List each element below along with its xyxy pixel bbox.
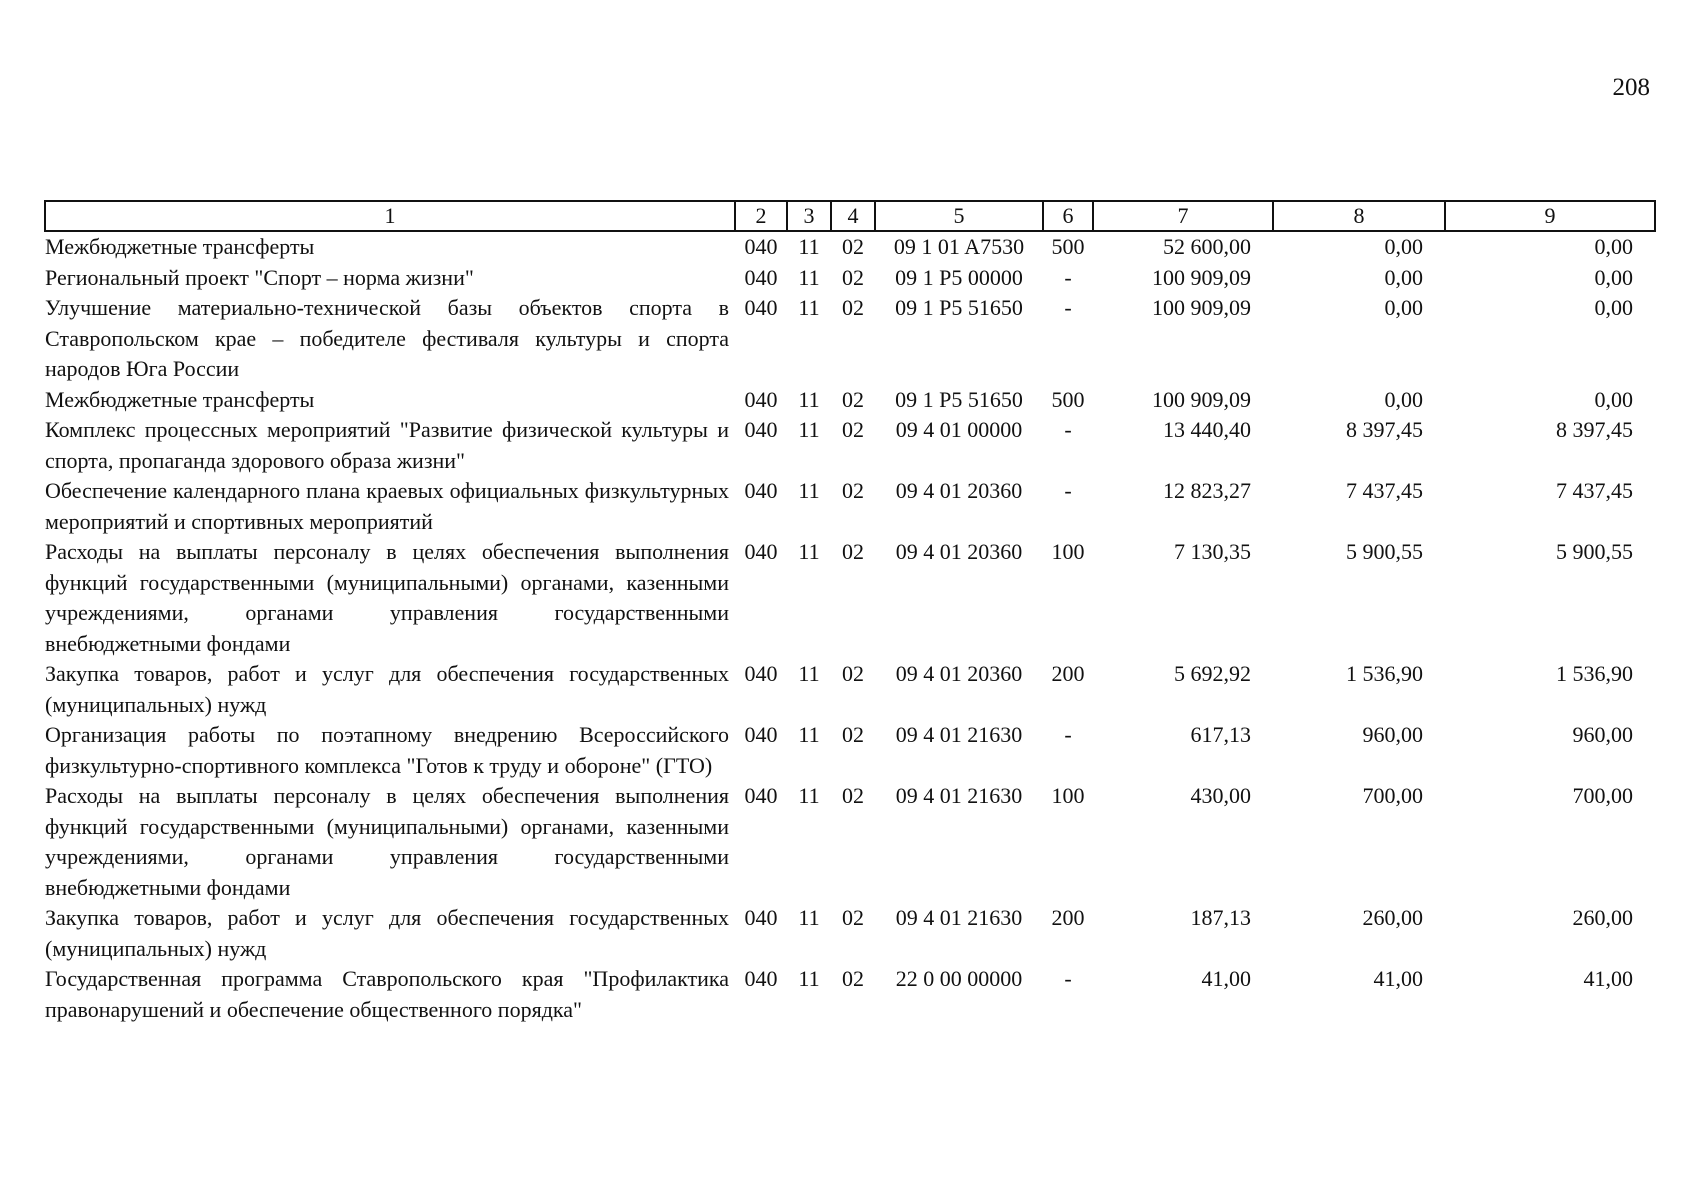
row-name: Закупка товаров, работ и услуг для обеспечения государственных (муниципальных) нужд <box>45 905 729 961</box>
cell-col9: 1 536,90 <box>1556 661 1633 686</box>
row-name: Комплекс процессных мероприятий "Развитие физической культуры и спорта, пропаганда здорового образа жизни" <box>45 417 729 473</box>
cell-col9: 0,00 <box>1594 234 1633 259</box>
column-header-8: 8 <box>1273 201 1445 231</box>
cell-col9: 41,00 <box>1583 966 1633 991</box>
cell-col9: 0,00 <box>1594 264 1633 290</box>
cell-col8: 700,00 <box>1362 783 1423 808</box>
cell-col2: 040 <box>744 905 778 930</box>
cell-col3: 11 <box>798 783 820 808</box>
row-name: Обеспечение календарного плана краевых официальных физкультурных мероприятий и спортивных мероприятий <box>45 478 729 534</box>
cell-col3: 11 <box>798 295 820 320</box>
cell-col5: 09 4 01 21630 <box>895 905 1023 930</box>
cell-col4: 02 <box>842 905 864 930</box>
cell-col4: 02 <box>842 966 864 991</box>
cell-col5: 09 4 01 20360 <box>895 478 1023 503</box>
cell-col6: 100 <box>1051 539 1085 564</box>
cell-col4: 02 <box>842 783 864 808</box>
cell-col6: 500 <box>1051 234 1085 259</box>
cell-col9: 700,00 <box>1572 783 1633 808</box>
cell-col5: 22 0 00 00000 <box>895 966 1023 991</box>
cell-col4: 02 <box>842 295 864 320</box>
row-name: Региональный проект "Спорт – норма жизни" <box>45 264 474 290</box>
cell-col5: 09 1 01 A7530 <box>893 234 1025 259</box>
column-header-3: 3 <box>787 201 831 231</box>
cell-col4: 02 <box>842 539 864 564</box>
cell-col2: 040 <box>744 478 778 503</box>
cell-col6: - <box>1064 417 1072 442</box>
cell-col4: 02 <box>842 417 864 442</box>
cell-col7: 7 130,35 <box>1174 539 1251 564</box>
table-row <box>45 476 1655 537</box>
header-row <box>45 201 1655 231</box>
column-header-2: 2 <box>735 201 787 231</box>
cell-col5: 09 1 P5 51650 <box>895 386 1023 412</box>
cell-col3: 11 <box>798 417 820 442</box>
cell-col8: 8 397,45 <box>1346 417 1423 442</box>
cell-col3: 11 <box>798 478 820 503</box>
cell-col3: 11 <box>798 539 820 564</box>
table-row <box>45 659 1655 720</box>
cell-col8: 0,00 <box>1384 386 1423 412</box>
cell-col4: 02 <box>842 386 864 412</box>
cell-col7: 41,00 <box>1201 966 1251 991</box>
cell-col2: 040 <box>744 783 778 808</box>
table-row <box>45 385 1655 416</box>
cell-col6: - <box>1064 966 1072 991</box>
cell-col4: 02 <box>842 264 864 290</box>
page-number: 208 <box>1612 74 1650 101</box>
cell-col4: 02 <box>842 722 864 747</box>
budget-table <box>44 200 1656 1025</box>
table-row <box>45 231 1655 263</box>
column-header-5: 5 <box>875 201 1043 231</box>
cell-col8: 0,00 <box>1384 234 1423 259</box>
cell-col5: 09 4 01 00000 <box>895 417 1023 442</box>
cell-col2: 040 <box>744 234 778 259</box>
cell-col5: 09 4 01 21630 <box>895 783 1023 808</box>
row-name: Улучшение материально-технической базы объектов спорта в Ставропольском крае – победителе фестиваля культуры и спорта народов Юга России <box>45 295 729 381</box>
cell-col7: 13 440,40 <box>1163 417 1251 442</box>
cell-col9: 960,00 <box>1572 722 1633 747</box>
table-row <box>45 903 1655 964</box>
cell-col9: 0,00 <box>1594 386 1633 412</box>
row-name: Межбюджетные трансферты <box>45 386 315 412</box>
cell-col5: 09 1 P5 51650 <box>895 295 1023 320</box>
cell-col9: 5 900,55 <box>1556 539 1633 564</box>
cell-col8: 5 900,55 <box>1346 539 1423 564</box>
table-row <box>45 720 1655 781</box>
cell-col8: 7 437,45 <box>1346 478 1423 503</box>
cell-col7: 5 692,92 <box>1174 661 1251 686</box>
cell-col2: 040 <box>744 264 778 290</box>
column-header-4: 4 <box>831 201 875 231</box>
cell-col9: 8 397,45 <box>1556 417 1633 442</box>
row-name: Межбюджетные трансферты <box>45 234 315 259</box>
cell-col7: 100 909,09 <box>1152 264 1251 290</box>
cell-col5: 09 4 01 20360 <box>895 539 1023 564</box>
cell-col3: 11 <box>798 234 820 259</box>
cell-col6: 100 <box>1051 783 1085 808</box>
cell-col6: - <box>1064 264 1072 290</box>
cell-col3: 11 <box>798 722 820 747</box>
cell-col3: 11 <box>798 386 820 412</box>
cell-col7: 617,13 <box>1190 722 1251 747</box>
cell-col2: 040 <box>744 539 778 564</box>
cell-col2: 040 <box>744 295 778 320</box>
row-name: Закупка товаров, работ и услуг для обеспечения государственных (муниципальных) нужд <box>45 661 729 717</box>
cell-col5: 09 4 01 20360 <box>895 661 1023 686</box>
cell-col9: 0,00 <box>1594 295 1633 320</box>
table-row <box>45 964 1655 1025</box>
table-row <box>45 781 1655 903</box>
cell-col6: - <box>1064 478 1072 503</box>
cell-col3: 11 <box>798 905 820 930</box>
table-row <box>45 415 1655 476</box>
column-header-7: 7 <box>1093 201 1273 231</box>
cell-col7: 100 909,09 <box>1152 386 1251 412</box>
cell-col8: 260,00 <box>1362 905 1423 930</box>
cell-col8: 0,00 <box>1384 295 1423 320</box>
cell-col8: 41,00 <box>1373 966 1423 991</box>
cell-col4: 02 <box>842 478 864 503</box>
cell-col7: 187,13 <box>1190 905 1251 930</box>
cell-col8: 0,00 <box>1384 264 1423 290</box>
cell-col9: 7 437,45 <box>1556 478 1633 503</box>
cell-col8: 960,00 <box>1362 722 1423 747</box>
table-row <box>45 293 1655 385</box>
cell-col9: 260,00 <box>1572 905 1633 930</box>
cell-col6: 200 <box>1051 905 1085 930</box>
cell-col2: 040 <box>744 661 778 686</box>
cell-col6: 500 <box>1051 386 1085 412</box>
cell-col7: 12 823,27 <box>1163 478 1251 503</box>
cell-col3: 11 <box>798 661 820 686</box>
column-header-9: 9 <box>1445 201 1655 231</box>
cell-col2: 040 <box>744 966 778 991</box>
cell-col4: 02 <box>842 661 864 686</box>
table-row <box>45 263 1655 294</box>
cell-col5: 09 4 01 21630 <box>895 722 1023 747</box>
cell-col6: - <box>1064 722 1072 747</box>
row-name: Расходы на выплаты персоналу в целях обеспечения выполнения функций государственными (муниципальными) органами, казенными учреждениями, органами управления государственными внебюджетными фондами <box>45 539 729 656</box>
row-name: Государственная программа Ставропольского края "Профилактика правонарушений и обеспечение общественного порядка" <box>45 966 729 1022</box>
cell-col6: - <box>1064 295 1072 320</box>
cell-col7: 430,00 <box>1190 783 1251 808</box>
cell-col2: 040 <box>744 722 778 747</box>
cell-col5: 09 1 P5 00000 <box>895 264 1023 290</box>
cell-col8: 1 536,90 <box>1346 661 1423 686</box>
row-name: Расходы на выплаты персоналу в целях обеспечения выполнения функций государственными (муниципальными) органами, казенными учреждениями, органами управления государственными внебюджетными фондами <box>45 783 729 900</box>
column-header-1: 1 <box>45 201 735 231</box>
column-header-6: 6 <box>1043 201 1093 231</box>
cell-col6: 200 <box>1051 661 1085 686</box>
cell-col4: 02 <box>842 234 864 259</box>
cell-col7: 52 600,00 <box>1163 234 1251 259</box>
cell-col2: 040 <box>744 417 778 442</box>
cell-col3: 11 <box>798 966 820 991</box>
table-row <box>45 537 1655 659</box>
cell-col3: 11 <box>798 264 820 290</box>
cell-col2: 040 <box>744 386 778 412</box>
row-name: Организация работы по поэтапному внедрению Всероссийского физкультурно-спортивного комплекса "Готов к труду и обороне" (ГТО) <box>45 722 729 778</box>
cell-col7: 100 909,09 <box>1152 295 1251 320</box>
